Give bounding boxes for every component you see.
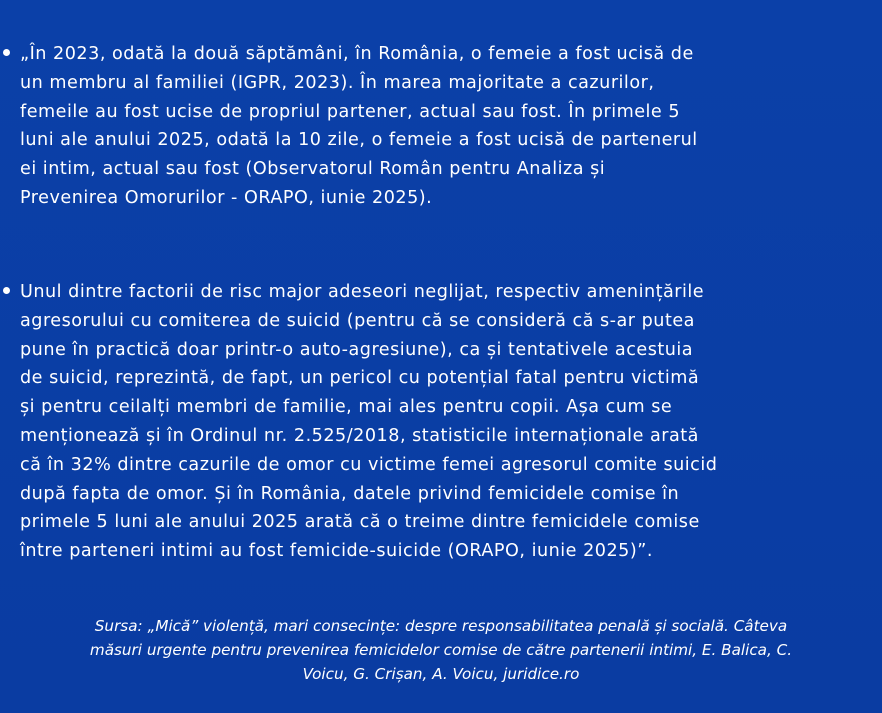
bullet-text: „În 2023, odată la două săptămâni, în România, o femeie a fost ucisă de un membru al familiei (IGPR, 2023). În marea majoritate a cazurilor, femeile au fost ucise de propriul partener, actual sau fost. În primele 5 luni ale anului 2025, odată la 10 zile, o femeie a fost ucisă de partenerul ei intim, actual sau fost (Observatorul Român pentru Analiza și Prevenirea Omorurilor - ORAPO, iunie 2025). xyxy=(20,44,698,208)
bullet-item-femicide-frequency xyxy=(20,40,872,213)
bullet-dot-icon xyxy=(3,287,10,294)
source-citation: Sursa: „Mică” violență, mari consecințe: despre responsabilitatea penală și socială. Câteva măsuri urgente pentru prevenirea femicidelor comise de către partenerii intimi, E. Balica, C. Voicu, G. Crișan, A. Voicu, juridice.ro xyxy=(89,617,793,683)
bullet-item-suicide-risk xyxy=(20,278,872,566)
bullet-dot-icon xyxy=(3,49,10,56)
bullet-text: Unul dintre factorii de risc major adeseori neglijat, respectiv amenințările agresorului cu comiterea de suicid (pentru că se consideră că s-ar putea pune în practică doar printr-o auto-agresiune), ca și tentativele acestuia de suicid, reprezintă, de fapt, un pericol cu potențial fatal pentru victimă și pentru ceilalți membri de familie, mai ales pentru copii. Așa cum se menționează și în Ordinul nr. 2.525/2018, statisticile internaționale arată că în 32% dintre cazurile de omor cu victime femei agresorul comite suicid după fapta de omor. Și în România, datele privind femicidele comise în primele 5 luni ale anului 2025 arată că o treime dintre femicidele comise între parteneri intimi au fost femicide-suicide (ORAPO, iunie 2025)”. xyxy=(20,282,718,562)
